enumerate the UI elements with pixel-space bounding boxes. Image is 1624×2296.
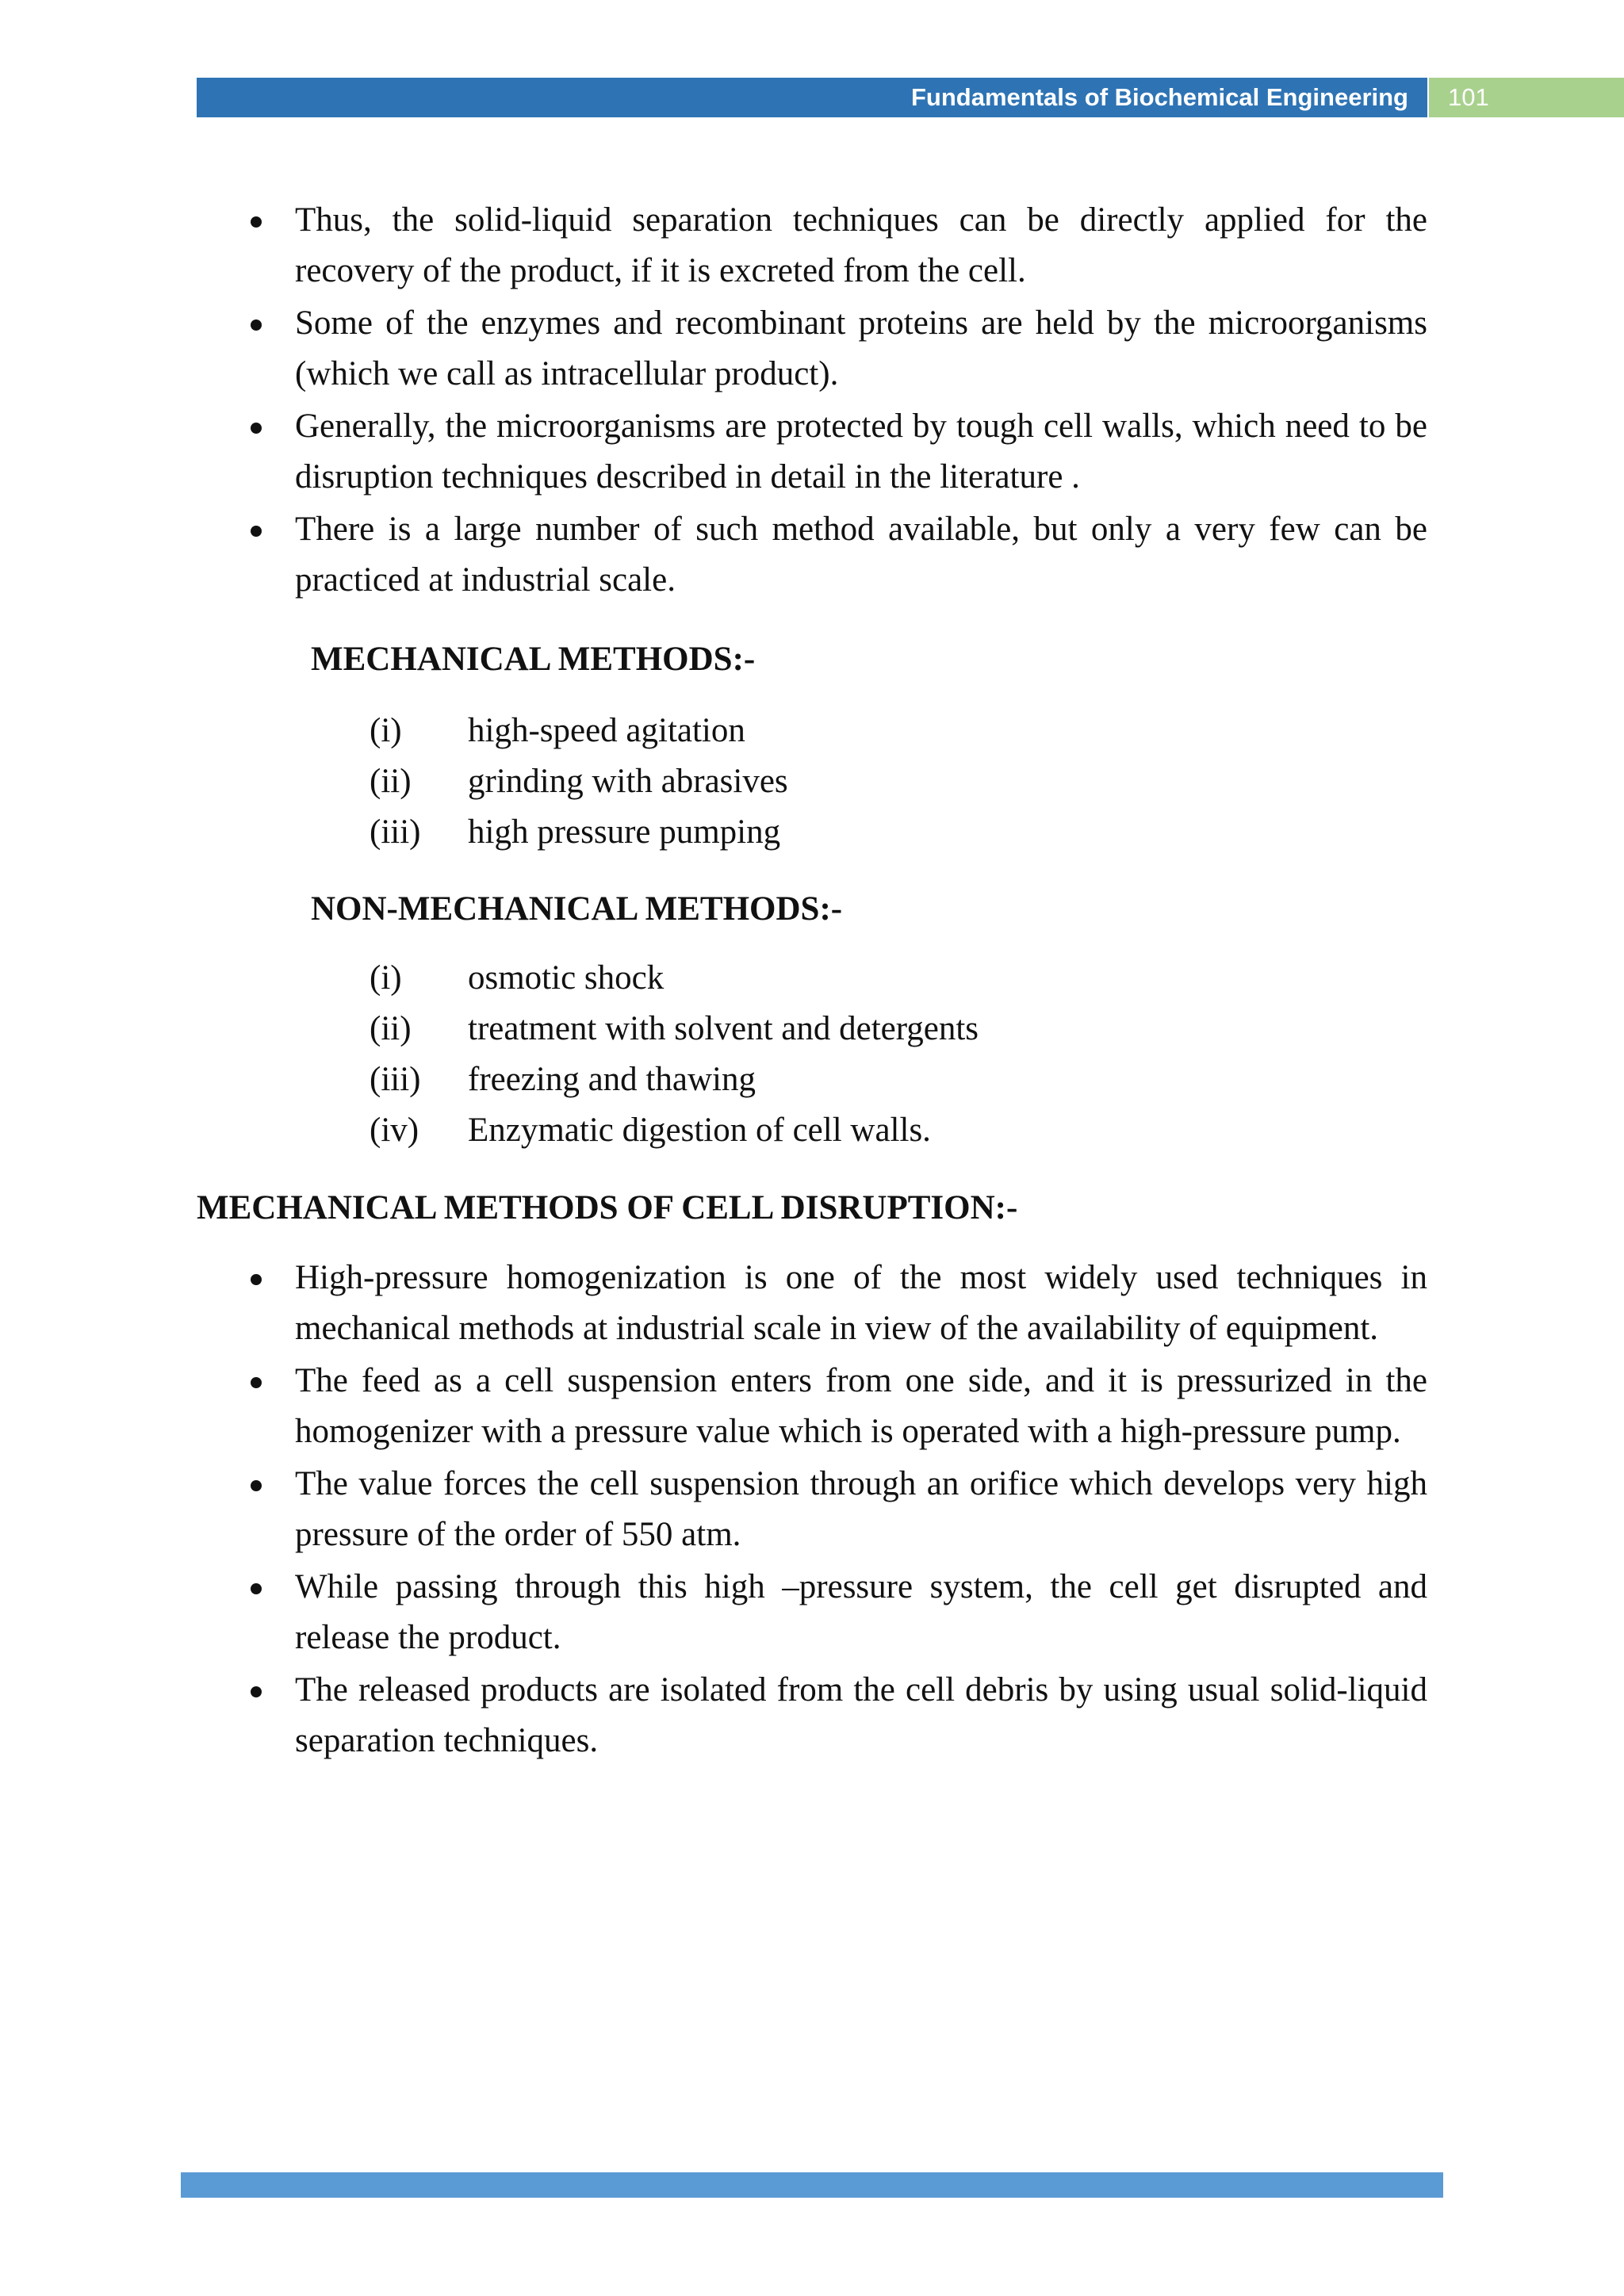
bullet-icon: [251, 423, 262, 434]
bullet-icon: [251, 320, 262, 331]
cell-disruption-bullet-list: [197, 1253, 1427, 1768]
list-item: Thus, the solid-liquid separation techniques can be directly applied for the recovery of the product, if it is excreted from the cell.: [197, 195, 1427, 297]
bullet-icon: [251, 1377, 262, 1388]
bullet-icon: [251, 526, 262, 537]
footer-bar: [181, 2172, 1443, 2198]
bullet-icon: [251, 1480, 262, 1491]
list-item: (iii) high pressure pumping: [370, 813, 781, 851]
list-item: (iv) Enzymatic digestion of cell walls.: [370, 1112, 931, 1149]
intro-bullet-list: [197, 195, 1427, 607]
mechanical-methods-heading: MECHANICAL METHODS:-: [311, 641, 756, 678]
page-number: 101: [1448, 83, 1489, 111]
list-item: The feed as a cell suspension enters from one side, and it is pressurized in the homogenizer with a pressure value which is operated with a high-pressure pump.: [197, 1356, 1427, 1457]
list-item: There is a large number of such method available, but only a very few can be practiced at industrial scale.: [197, 504, 1427, 606]
bullet-icon: [251, 1583, 262, 1594]
cell-disruption-heading: MECHANICAL METHODS OF CELL DISRUPTION:-: [197, 1189, 1018, 1226]
bullet-icon: [251, 1686, 262, 1697]
list-item: (i) osmotic shock: [370, 959, 665, 997]
list-item: (iii) freezing and thawing: [370, 1061, 756, 1098]
list-item: Some of the enzymes and recombinant proteins are held by the microorganisms (which we call as intracellular product).: [197, 298, 1427, 400]
mechanical-methods-list: [370, 706, 788, 858]
bullet-icon: [251, 1274, 262, 1285]
list-item: While passing through this high –pressure system, the cell get disrupted and release the product.: [197, 1562, 1427, 1663]
list-item: (i) high-speed agitation: [370, 712, 745, 749]
list-item: High-pressure homogenization is one of the most widely used techniques in mechanical methods at industrial scale in view of the availability of equipment.: [197, 1253, 1427, 1354]
non-mechanical-methods-heading: NON-MECHANICAL METHODS:-: [311, 890, 843, 928]
list-item: The released products are isolated from the cell debris by using usual solid-liquid separation techniques.: [197, 1665, 1427, 1766]
bullet-icon: [251, 216, 262, 228]
list-item: (ii) grinding with abrasives: [370, 763, 788, 800]
running-header-title: Fundamentals of Biochemical Engineering: [911, 83, 1408, 111]
list-item: The value forces the cell suspension through an orifice which develops very high pressure of the order of 550 atm.: [197, 1459, 1427, 1560]
non-mechanical-methods-list: [370, 953, 979, 1156]
list-item: Generally, the microorganisms are protected by tough cell walls, which need to be disruption techniques described in detail in the literature .: [197, 401, 1427, 503]
list-item: (ii) treatment with solvent and detergents: [370, 1010, 979, 1047]
